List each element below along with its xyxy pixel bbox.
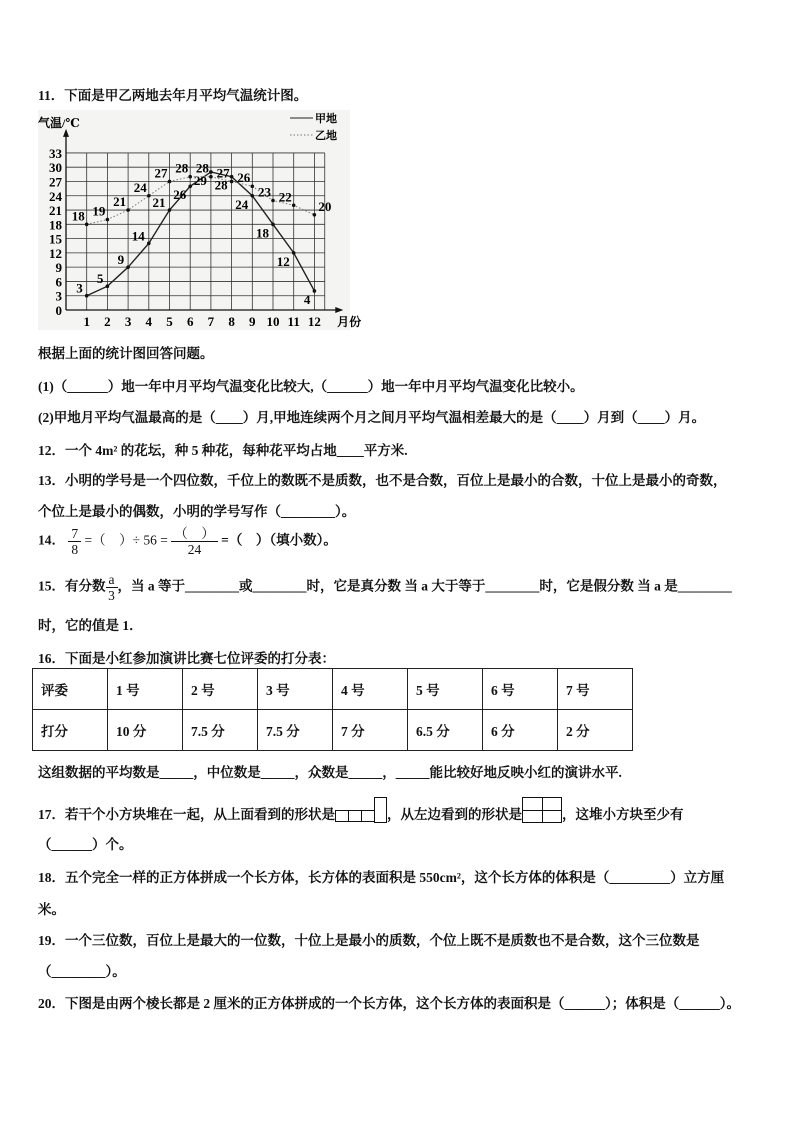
x-tick-label: 8	[228, 314, 235, 329]
data-label: 21	[152, 195, 166, 211]
numerator: （ ）	[171, 526, 218, 542]
temperature-line-chart	[38, 110, 362, 330]
q18-line1: 18．五个完全一样的正方体拼成一个长方体，长方体的表面积是 550cm²，这个长方体的体积是（_________）立方厘	[38, 870, 725, 885]
table-cell: 打分	[33, 710, 108, 751]
q17-line1	[38, 797, 684, 823]
x-axis-arrow	[335, 307, 343, 313]
q19-line1: 19．一个三位数，百位上是最大的一位数，十位上是最小的质数，个位上既不是质数也不是合数，这个三位数是	[38, 933, 700, 948]
q19-line2: （________）。	[38, 964, 126, 979]
y-tick-label: 0	[55, 303, 62, 318]
denominator: 8	[71, 542, 79, 557]
data-label: 19	[92, 203, 106, 219]
q14-end: =（ ）（填小数）。	[221, 532, 337, 548]
q11-intro: 根据上面的统计图回答问题。	[38, 346, 214, 361]
data-point	[230, 175, 234, 179]
fraction-blank-24	[171, 526, 218, 557]
data-point	[106, 218, 110, 222]
y-axis-arrow	[63, 129, 69, 137]
data-label: 20	[318, 198, 332, 214]
y-tick-label: 27	[49, 174, 62, 190]
data-point	[85, 223, 89, 227]
fraction-a-3	[106, 572, 118, 603]
top-view-shape	[335, 797, 387, 823]
x-tick-label: 7	[207, 314, 215, 329]
data-label: 3	[76, 280, 83, 296]
q16-title: 16．下面是小红参加演讲比赛七位评委的打分表：	[38, 651, 335, 666]
table-row	[33, 669, 633, 710]
q15-line2: 时，它的值是 1．	[38, 618, 143, 633]
table-cell: 2 分	[558, 710, 633, 751]
data-point	[85, 294, 89, 298]
data-point	[271, 199, 275, 203]
data-point	[147, 242, 151, 246]
table-cell: 2 号	[183, 669, 258, 710]
q15-line1	[38, 572, 732, 603]
table-cell: 1 号	[108, 669, 183, 710]
y-axis-label: 气温/℃	[38, 116, 80, 130]
data-label: 28	[195, 160, 209, 176]
denominator: 24	[187, 542, 202, 557]
y-tick-label: 12	[49, 245, 62, 261]
data-label: 14	[131, 228, 145, 244]
q15-start: 15．有分数	[38, 578, 106, 594]
data-point	[251, 184, 255, 188]
y-tick-label: 30	[49, 160, 62, 176]
table-cell: 4 号	[333, 669, 408, 710]
q16-after: 这组数据的平均数是_____，中位数是_____，众数是_____，_____能比较好地反映小红的演讲水平.	[38, 765, 622, 780]
data-label: 21	[113, 194, 127, 210]
score-table	[32, 668, 633, 751]
data-point	[147, 194, 151, 198]
data-label: 24	[235, 196, 249, 212]
x-tick-label: 6	[186, 314, 194, 329]
x-tick-label: 1	[83, 314, 90, 329]
table-cell: 7.5 分	[258, 710, 333, 751]
table-cell: 10 分	[108, 710, 183, 751]
table-cell: 6 号	[483, 669, 558, 710]
data-point	[168, 180, 172, 184]
q17-mid: ，从左边看到的形状是	[387, 807, 522, 822]
data-point	[251, 194, 255, 198]
data-point	[313, 213, 317, 217]
x-axis-label: 月份	[337, 315, 362, 329]
data-label: 29	[193, 172, 207, 188]
q11-part2: (2)甲地月平均气温最高的是（____）月,甲地连续两个月之间月平均气温相差最大的是（____）月到（____）月。	[38, 410, 706, 425]
data-label: 12	[276, 253, 290, 269]
data-label: 4	[303, 291, 311, 307]
q17-line2: （______）个。	[38, 837, 133, 852]
data-point	[188, 184, 192, 188]
data-label: 18	[71, 208, 85, 224]
legend-label: 乙地	[315, 130, 337, 142]
data-point	[271, 223, 275, 227]
y-tick-label: 33	[49, 145, 62, 161]
table-cell: 6 分	[483, 710, 558, 751]
y-tick-label: 9	[55, 260, 62, 276]
data-point	[209, 175, 213, 179]
q12: 12．一个 4m² 的花坛，种 5 种花，每种花平均占地____平方米.	[38, 443, 408, 458]
data-label: 27	[216, 165, 230, 181]
table-cell: 6.5 分	[408, 710, 483, 751]
q11-part1: (1)（______）地一年中月平均气温变化比较大,（______）地一年中月平均气温变化比较小。	[38, 379, 584, 394]
y-tick-label: 6	[55, 274, 62, 290]
data-label: 26	[173, 187, 187, 203]
table-cell: 7 分	[333, 710, 408, 751]
data-label: 23	[258, 184, 271, 200]
data-point	[292, 251, 296, 255]
data-label: 27	[154, 165, 168, 181]
data-label: 9	[117, 252, 125, 268]
x-tick-label: 10	[266, 314, 280, 329]
q14	[38, 526, 337, 557]
denominator: 3	[108, 588, 115, 603]
data-point	[188, 175, 192, 179]
data-label: 18	[256, 225, 269, 241]
numerator: 7	[68, 526, 81, 542]
x-tick-label: 3	[124, 314, 132, 329]
table-cell: 7 号	[558, 669, 633, 710]
data-label: 24	[133, 179, 147, 195]
y-tick-label: 15	[49, 231, 62, 247]
table-cell: 5 号	[408, 669, 483, 710]
numerator: a	[106, 572, 118, 588]
data-label: 26	[237, 170, 251, 186]
data-label: 5	[96, 271, 104, 287]
data-point	[292, 203, 296, 207]
data-point	[126, 265, 130, 269]
table-cell: 7.5 分	[183, 710, 258, 751]
q11-title: 11．下面是甲乙两地去年月平均气温统计图。	[38, 88, 308, 103]
y-tick-label: 21	[49, 203, 62, 219]
fraction-7-8	[68, 526, 81, 557]
x-tick-label: 9	[249, 314, 256, 329]
q17-start: 17．若干个小方块堆在一起，从上面看到的形状是	[38, 807, 335, 822]
y-tick-label: 18	[49, 217, 62, 233]
q17-end: ，这堆小方块至少有	[562, 807, 684, 822]
data-label: 22	[278, 189, 292, 205]
q20: 20．下图是由两个棱长都是 2 厘米的正方体拼成的一个长方体，这个长方体的表面积是（______）；体积是（______）。	[38, 996, 740, 1011]
table-row	[33, 710, 633, 751]
x-tick-label: 11	[287, 314, 300, 329]
q15-rest: ，当 a 等于________或________时，它是真分数 当 a 大于等于________时，它是假分数 当 a 是________	[117, 578, 732, 594]
data-label: 28	[175, 160, 189, 176]
q14-number: 14．	[38, 532, 65, 548]
data-point	[313, 289, 317, 293]
x-tick-label: 12	[307, 314, 321, 329]
q13-line1: 13．小明的学号是一个四位数，千位上的数既不是质数，也不是合数，百位上是最小的合数，十位上是最小的奇数，	[38, 473, 727, 488]
x-tick-label: 4	[145, 314, 153, 329]
data-point	[209, 170, 213, 174]
legend-label: 甲地	[315, 113, 337, 125]
y-tick-label: 24	[49, 188, 62, 204]
left-view-shape	[522, 797, 562, 823]
x-tick-label: 2	[104, 314, 111, 329]
q18-line2: 米。	[38, 902, 65, 917]
x-tick-label: 5	[166, 314, 173, 329]
q13-line2: 个位上是最小的偶数，小明的学号写作（________）。	[38, 504, 356, 519]
table-cell: 3 号	[258, 669, 333, 710]
q14-middle: =（ ）÷ 56 =	[84, 532, 168, 548]
data-point	[106, 284, 110, 288]
data-point	[168, 208, 172, 212]
data-label: 28	[214, 177, 228, 193]
table-cell: 评委	[33, 669, 108, 710]
data-point	[230, 180, 234, 184]
data-point	[126, 208, 130, 212]
y-tick-label: 3	[55, 288, 62, 304]
